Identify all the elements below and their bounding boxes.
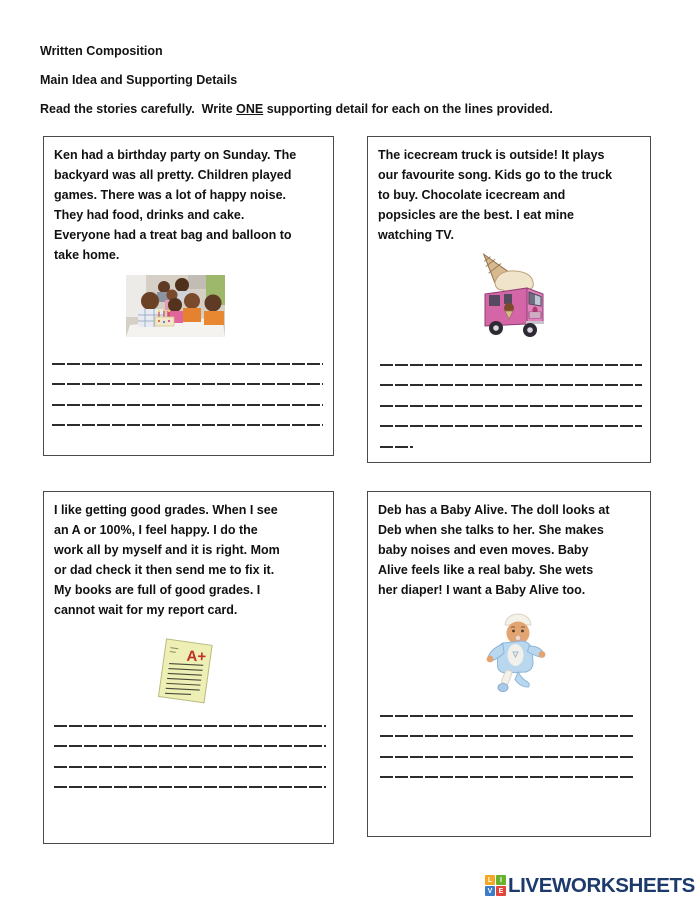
story-text-line: backyard was all pretty. Children played: [54, 168, 292, 182]
logo-square-v: V: [485, 886, 495, 896]
story-box-icecream-truck: [367, 136, 651, 463]
story-text-line: take home.: [54, 248, 120, 262]
story-text-line: cannot wait for my report card.: [54, 603, 238, 617]
worksheet-instructions: [40, 102, 553, 116]
answer-line[interactable]: [54, 706, 326, 727]
story-text-line: watching TV.: [378, 228, 454, 242]
answer-line[interactable]: [380, 345, 642, 366]
story-text-line: I like getting good grades. When I see: [54, 503, 278, 517]
story-box-birthday-party: [43, 136, 334, 456]
story-text-line: Alive feels like a real baby. She wets: [378, 563, 594, 577]
story-text-line: to buy. Chocolate icecream and: [378, 188, 566, 202]
story-text-line: The icecream truck is outside! It plays: [378, 148, 605, 162]
answer-line[interactable]: [52, 344, 323, 365]
answer-line[interactable]: [380, 407, 642, 428]
answer-line[interactable]: [52, 406, 323, 427]
story-text-line: popsicles are the best. I eat mine: [378, 208, 574, 222]
liveworksheets-logo-icon: [485, 875, 506, 896]
baby-doll-photo: [471, 610, 555, 696]
answer-line[interactable]: [380, 737, 635, 758]
story-text-line: or dad check it then send me to fix it.: [54, 563, 275, 577]
story-text-line: an A or 100%, I feel happy. I do the: [54, 523, 258, 537]
logo-square-e: E: [496, 886, 506, 896]
instructions-text-before: Read the stories carefully. Write: [40, 102, 237, 116]
answer-line[interactable]: [380, 427, 413, 448]
instructions-text-after: supporting detail for each on the lines provided.: [263, 102, 553, 116]
story-text-line: My books are full of good grades. I: [54, 583, 261, 597]
liveworksheets-logo[interactable]: [485, 873, 695, 898]
answer-line[interactable]: [54, 727, 326, 748]
story-text-line: games. There was a lot of happy noise.: [54, 188, 287, 202]
answer-lines-group: [52, 344, 323, 426]
worksheet-subtitle: Main Idea and Supporting Details: [40, 73, 238, 87]
logo-square-i: I: [496, 875, 506, 885]
story-text-line: Deb when she talks to her. She makes: [378, 523, 604, 537]
story-box-baby-alive: [367, 491, 651, 837]
answer-lines-group: [380, 345, 642, 448]
answer-lines-group: [54, 706, 326, 788]
answer-line[interactable]: [54, 768, 326, 789]
brand-wordmark: LIVEWORKSHEETS: [508, 873, 695, 897]
story-text-line: her diaper! I want a Baby Alive too.: [378, 583, 586, 597]
story-box-good-grades: [43, 491, 334, 844]
answer-line[interactable]: [380, 386, 642, 407]
answer-lines-group: [380, 696, 635, 778]
answer-line[interactable]: [380, 758, 635, 779]
grade-label: A+: [186, 647, 207, 666]
story-paragraph: [54, 145, 296, 265]
logo-square-l: L: [485, 875, 495, 885]
answer-line[interactable]: [380, 366, 642, 387]
story-paragraph: [378, 500, 610, 600]
answer-line[interactable]: [380, 717, 635, 738]
story-text-line: Ken had a birthday party on Sunday. The: [54, 148, 297, 162]
icecream-truck-illustration: [469, 250, 555, 342]
answer-line[interactable]: [380, 696, 635, 717]
story-paragraph: [54, 500, 280, 620]
children-birthday-party-photo: [126, 275, 225, 337]
story-text-line: work all by myself and it is right. Mom: [54, 543, 280, 557]
answer-line[interactable]: [52, 365, 323, 386]
answer-line[interactable]: [54, 747, 326, 768]
instructions-emphasis-one: ONE: [236, 102, 264, 116]
a-plus-graded-paper: [154, 637, 218, 709]
story-text-line: Deb has a Baby Alive. The doll looks at: [378, 503, 610, 517]
answer-line[interactable]: [52, 385, 323, 406]
story-text-line: They had food, drinks and cake.: [54, 208, 245, 222]
story-text-line: baby noises and even moves. Baby: [378, 543, 589, 557]
story-text-line: our favourite song. Kids go to the truck: [378, 168, 613, 182]
story-paragraph: [378, 145, 612, 245]
story-text-line: Everyone had a treat bag and balloon to: [54, 228, 292, 242]
worksheet-title: Written Composition: [40, 44, 163, 58]
